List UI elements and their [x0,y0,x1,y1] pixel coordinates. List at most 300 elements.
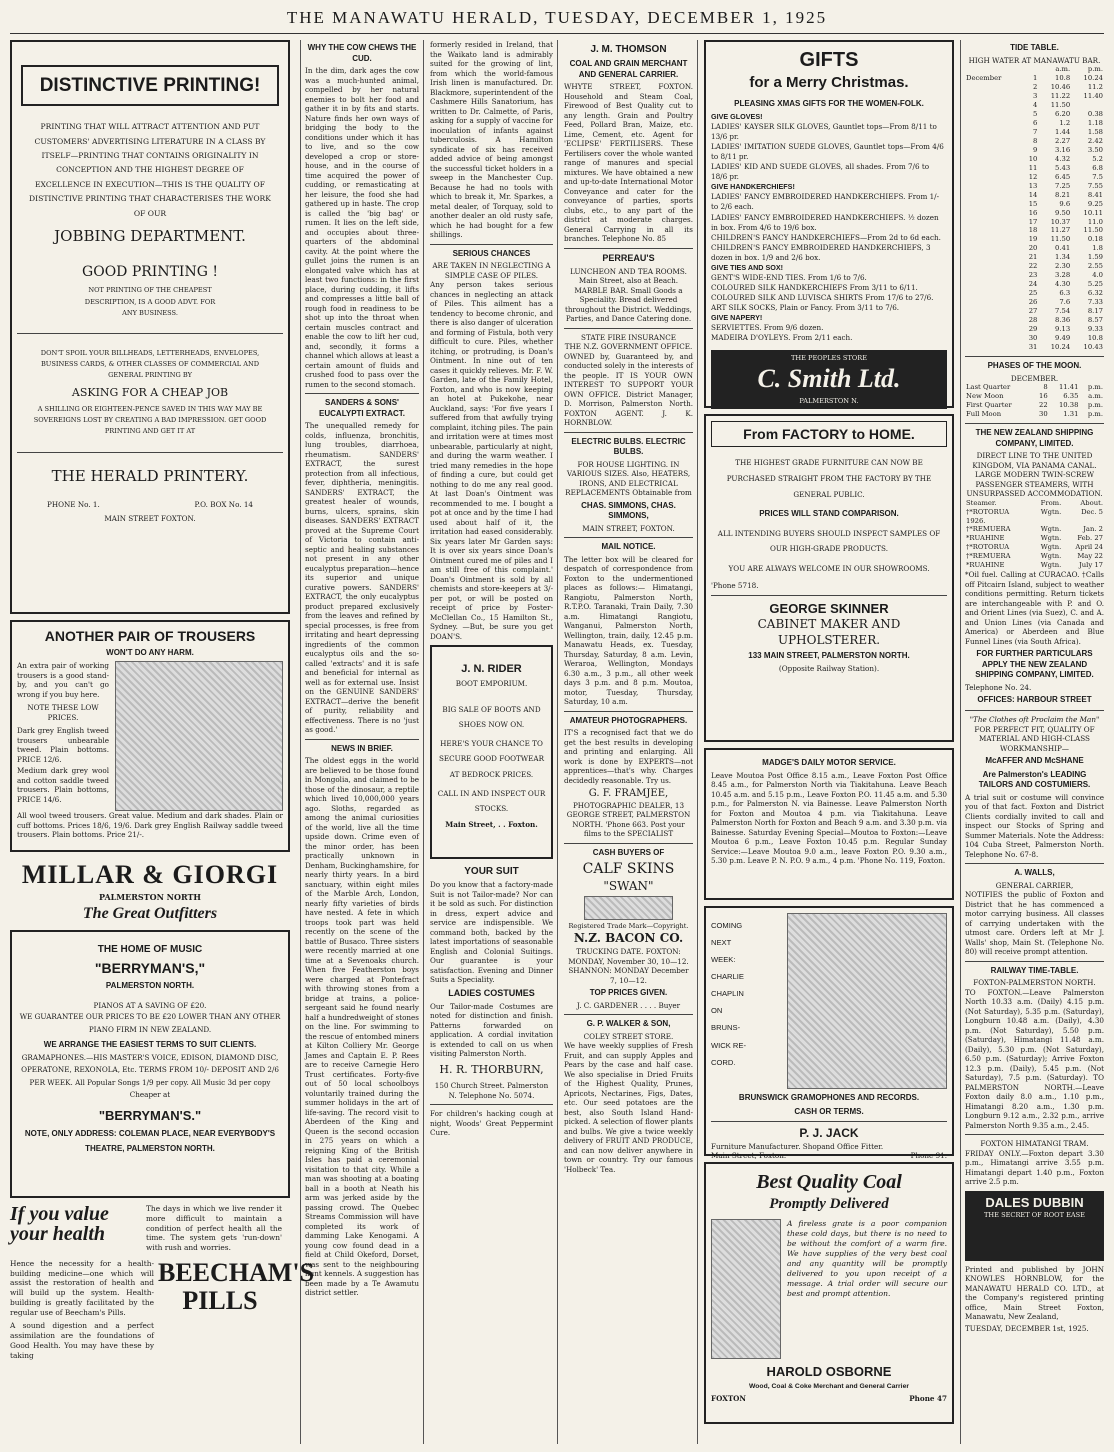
brunswick-terms: CASH OR TERMS. [794,1106,864,1116]
column-1 [10,40,315,1444]
tide-row [965,253,1104,262]
tide-am: 10.46 [1050,82,1071,91]
tide-day: 16 [1028,208,1038,217]
divider [965,423,1104,424]
moon-cell: New Moon [966,392,1004,401]
skinner-name: GEORGE SKINNER [769,600,889,616]
tide-day: 4 [1033,100,1038,109]
tide-row [965,110,1104,119]
tide-row [965,128,1104,137]
dales-tagline: THE SECRET OF ROOT EASE [984,1210,1085,1219]
tide-day: 12 [1028,172,1038,181]
calf-skins: CALF SKINS [582,861,675,878]
tide-pm: 7.5 [1092,172,1103,181]
printing-body: PRINTING THAT WILL ATTRACT ATTENTION AND PUT CUSTOMERS' ADVERTISING LITERATURE IN A CLASS BY ITSELF—PRINTING THAT CONTAINS ORIGINALITY IN CONCEPTION AND THE HIGHEST DEGREE OF EXCELLENCE IN EXECUTION—THIS IS THE QUALITY OF DISTINCTIVE PRINTING THAT CHARACTERISES THE WORK OF OUR [29,122,271,218]
calf-title: CASH BUYERS OF [592,847,665,857]
tide-pm: 2.42 [1087,136,1103,145]
ship-cell: 1926. [966,516,986,525]
ship-cell: Wgtn. [1040,561,1062,570]
tide-am: 6.20 [1055,109,1071,118]
tide-header [965,65,1022,74]
motor-service [704,748,954,900]
tide-row [965,307,1104,316]
tide-row [965,137,1104,146]
tide-day: 18 [1028,226,1038,235]
imprint-date: TUESDAY, DECEMBER 1st, 1925. [965,1323,1089,1333]
divider [965,356,1104,357]
imprint: Printed and published by JOHN KNOWLES HORNBLOW, for the MANAWATU HERALD CO. LTD., at the Company's registered printing office, Main Street Foxton, Manawatu, New Zealand, [965,1264,1104,1322]
tide-month [965,316,1022,325]
ship-row [965,561,1104,570]
divider [564,537,693,538]
moon-cell: p.m. [1087,383,1103,392]
tide-pm: 9.33 [1087,325,1103,334]
tide-pm: 11.2 [1087,82,1103,91]
tide-month: December [966,74,1002,83]
news-continued: formerly resided in Ireland, that the Waikato land is admirably suited for the growing of lint, from which the world-famous Irish linen is manufactured. Dr. Blackmore, superintendent of the Cashmere Hills Sanatorium, has written to Dr. Calmette, of Paris, asking for a supply of vaccine for inoculation of infants against tuberculosis. A Hamilton syndicate of six has received added advice of being amongst the successful ticket holders in a sweep in the Manchester Cup. Because he had no tools with which to break it, Mr. Sparkes, a metal dealer, of Torquay, sold to another dealer an old rusty safe, which he had bought for a few shillings. [430,40,553,239]
tram-body: FRIDAY ONLY.—Foxton depart 3.30 p.m., Himatangi arrive 3.55 p.m. Himatangi depart 1.40 p.m., Foxton arrive 2.5 p.m. [965,1148,1104,1187]
dales-ad [965,1191,1104,1261]
millar-tagline: The Great Outfitters [82,904,218,922]
tide-month [965,343,1022,352]
tide-am: 2.30 [1055,262,1071,271]
rail-subtitle: FOXTON-PALMERSTON NORTH. [973,978,1096,988]
tide-row [965,334,1104,343]
gift-line: GIVE NAPERY! [711,313,763,323]
gift-line: LADIES' FANCY EMBROIDERED HANDKERCHIEFS. ½ dozen in box. From 4/6 to 19/6 box. [711,212,939,232]
tide-pm: 1.18 [1087,118,1103,127]
ship-cell: Wgtn. [1040,534,1062,543]
moon-cell: 1.31 [1063,410,1079,418]
berrymans-ad [10,930,290,1198]
tide-day: 10 [1028,154,1038,163]
moon-cell: Last Quarter [966,383,1011,392]
gift-line: MADEIRA D'OYLEYS. From 2/11 each. [711,333,853,343]
ship-large: LARGE MODERN TWIN-SCREW PASSENGER STEAMERS, WITH UNSURPASSED ACCOMMODATION. [966,470,1103,499]
chances-body: Any person takes serious chances in neglecting an attack of Piles. This ailment has a tendency to become chronic, and there is also danger of ulceration and forming of Fistula, both very difficult to cure. Piles, whether itching, or protruding, is Doan's Ointment. In nine out of ten cases it quickly relieves. Mr. F. W. Garden, late of the Family Hotel, Foxton, and who is now keeping an hotel at Pukekohe, near Auckland, says: 'For five years I suffered from that awfully trying complaint, itching piles. The pain and irritation were at times most unbearable, particularly at night, and during the warm weather. I tried many remedies in the hope of finding a cure, but could get nothing to do me any real good. At last Doan's Ointment was recommended to me. I bought a pot at once and by the time I had used about half of it, the irritation had eased considerably. Six years later Mr Garden says: It is over six years since Doan's Ointment cured me of piles and I am still free of this complaint.' Doan's Ointment is sold by all chemists and store-keepers at 3/- per pot, or will be posted on receipt of price by Foster-McClellan Co., 15 Hamilton St., Sydney. —But, be sure you get DOAN'S. [430,280,553,641]
tide-month [965,83,1022,92]
divider [965,1134,1104,1135]
thomson-title: J. M. THOMSON [590,44,667,55]
tide-pm: 11.50 [1083,226,1103,235]
chaplin-line: WEEK: [711,955,736,965]
divider [305,393,419,394]
tide-row [965,316,1104,325]
dancing-couple-illustration [787,913,947,1089]
tide-day: 1 [1033,74,1038,83]
tide-month [965,289,1022,298]
jobbing-department: JOBBING DEPARTMENT. [54,227,246,246]
beecham-intro: The days in which we live render it more difficult to maintain a condition of perfect health all the time. The system gets 'run-down' with rush and worries. [146,1203,282,1253]
tide-am: 11.50 [1050,235,1071,244]
tide-month [965,128,1022,137]
ship-cell: Dec. 5 [1081,507,1103,516]
tide-pm: 11.0 [1087,217,1103,226]
mail-body: The letter box will be cleared for despatch of correspondence from Foxton to the undermentioned places as follows:— Himatangi, Rangiotu, Palmerston North, R.T.P.O. Taranaki, Train Daily, 7.30 a.m. Himatangi Rangiotu, Wanganui, Palmerston North, Wellington, train, daily, 12.45 p.m. Manawatu Heads, ex. Tuesday, Thursday, Saturday, 8 a.m. Levin, Weraroa, Wellington, Mondays 6.30 a.m., 3 p.m., all other week days 3 p.m. and 8 p.m. Moutoa, motor, Tuesday, Thursday, Saturday, 10 a.m. [564,554,693,707]
ship-row [965,508,1104,517]
tide-day: 14 [1028,190,1038,199]
moon-row [965,392,1104,401]
ship-row [965,525,1104,534]
divider [430,1104,553,1105]
bulbs-address: MAIN STREET, FOXTON. [582,523,675,533]
moon-month: DECEMBER. [1010,373,1059,383]
printery-contact [17,500,283,510]
clothes-trial: A trial suit or costume will convince you of that fact. Foxton and District Clients cordially invited to call and inspect our Stocks of Spring and Summer Materials. Note the Address: 104 Cuba Street, Palmerston North. Telephone No. 67-8. [965,792,1104,859]
tide-row [965,262,1104,271]
moon-cell: 11.41 [1058,383,1079,392]
tide-month [965,262,1022,271]
tide-month [965,110,1022,119]
tide-am: 9.6 [1059,199,1071,208]
tide-month [965,173,1022,182]
chaplin-line: CHAPLIN [711,989,744,999]
tide-row [965,173,1104,182]
amateur-title: AMATEUR PHOTOGRAPHERS. [569,715,688,725]
tide-pm: 11.40 [1083,91,1103,100]
tide-subtitle: HIGH WATER AT MANAWATU BAR. [968,55,1101,65]
tide-pm: 10.8 [1087,334,1103,343]
gift-line: GENT'S WIDE-END TIES. From 1/6 to 7/6. [711,272,867,282]
skinner-subtitle: CABINET MAKER AND UPHOLSTERER. [757,616,901,647]
sanders-body: The unequalled remedy for colds, influenza, bronchitis, lung troubles, diarrhoea, rheumatism. SANDERS' EXTRACT, the surest protection from all infectious, fever, diphtheria, meningitis. SANDERS' EXTRACT, the greatest healer of wounds, burns, ulcers, sprains, skin diseases. SANDERS' EXTRACT proved at the Supreme Court of Victoria to contain anti-septic and healing substances not present in any other eucalyptus preparation—hence its superior and unique curative powers. SANDERS' EXTRACT, the only eucalyptus product prepared exclusively from the leaves and refined by special processes, is free from irritating and heart depressing ingredients of the common eucalyptus oils and the so-called 'extracts' and it is safe and beneficial for internal as well as for external use. Insist on the GENUINE SANDERS' EXTRACT—derive the benefit of purity, reliability and effectiveness. There is no 'just as good.' [305,421,419,735]
tide-day: 7 [1033,127,1038,136]
bacon-body: TRUCKING DATE. FOXTON: MONDAY, November 30, 10—12. SHANNON: MONDAY December 7, 10—12. [568,947,689,985]
walls-subtitle: GENERAL CARRIER, [995,880,1074,890]
tide-row [965,119,1104,128]
tide-pm: 7.33 [1087,298,1103,307]
tide-day: 31 [1028,343,1038,352]
ship-header: About. [1080,498,1103,507]
tide-day: 22 [1028,262,1038,271]
tide-day: 17 [1028,217,1038,226]
tide-month [965,92,1022,101]
calf-swan: "SWAN" [603,878,654,893]
man-illustration [115,661,283,811]
tide-am: 10.37 [1050,217,1071,226]
ship-table [965,499,1104,571]
chances-title: SERIOUS CHANCES [452,248,531,258]
ship-header: Steamer. [966,498,997,507]
ship-row [965,543,1104,552]
printing-title: DISTINCTIVE PRINTING! [21,65,279,106]
tide-pm [1071,101,1104,110]
walker-body: We have weekly supplies of Fresh Fruit, and can supply Apples and Pears by the case and half case. We also specialise in Dried Fruits of the Highest Quality, Prunes, Apricots, Nectarines, Figs, Dates, etc. Our seed potatoes are the best, also South Island Hand-picked. A selection of flower plants and bulbs. We give a twice weekly delivery of FRUIT AND PRODUCE, and can now deliver anywhere in town or country. Try our famous 'Holbeck' Tea. [564,1041,693,1174]
clothes-headline: "The Clothes oft Proclaim the Man" [969,715,1100,724]
tide-day: 29 [1028,325,1038,334]
tide-am: 0.41 [1055,244,1071,253]
tide-row [965,164,1104,173]
divider [564,248,693,249]
walls-title: A. WALLS, [1014,868,1055,878]
music-town: PALMERSTON NORTH. [105,980,195,990]
tide-row [965,298,1104,307]
tide-am: 6.3 [1059,289,1071,298]
gift-line: LADIES' FANCY EMBROIDERED HANDKERCHIEFS. From 1/- to 2/6 each. [711,192,940,212]
beecham-foot: A sound digestion and a perfect assimilation are the foundations of Good Health. You may have these by taking [10,1321,154,1360]
tide-day: 6 [1033,118,1038,127]
tide-month [965,235,1022,244]
suit-title: YOUR SUIT [464,866,519,878]
chaplin-list [711,913,781,1089]
tide-header: p.m. [1087,65,1103,74]
gift-line: GIVE HANDKERCHIEFS! [711,182,795,192]
rail-body: TO FOXTON.—Leave Palmerston North 10.33 a.m. (Daily) 4.15 p.m. (Not Saturday), 5.35 p.m. (Saturday), Longburn 10.48 a.m. (Daily), 4.30 p.m. (Not Saturday), 5.50 p.m. (Saturday), Himatangi 11.48 a.m. (Daily), 5.30 p.m. (Not Saturday), 6.50 p.m. (Saturday); Arrive Foxton 12.3 p.m. (Daily), 5.45 p.m. (Not Saturday), 7.5 p.m. (Saturday). TO PALMERSTON NORTH.—Leave Foxton daily 8.0 a.m., 1.10 p.m., Himatangi 8.20 a.m., 1.30 p.m. Longburn 9.12 a.m., 2.32 p.m., arrive Palmerston North 9.35 a.m., 2.45. [965,987,1104,1130]
swan-logo [584,896,673,920]
bulbs-title: ELECTRIC BULBS. ELECTRIC BULBS. [571,436,686,457]
tide-pm: 10.24 [1083,74,1103,83]
tide-row [965,218,1104,227]
tide-day: 27 [1028,307,1038,316]
sanders-title: SANDERS & SONS' EUCALYPTI EXTRACT. [319,398,405,418]
millar-town: PALMERSTON NORTH [99,892,201,903]
tide-month [965,119,1022,128]
tide-title: TIDE TABLE. [1010,43,1059,52]
tide-pm: 5.2 [1092,154,1103,163]
moon-cell: 6.35 [1063,392,1079,401]
mail-title: MAIL NOTICE. [601,542,656,552]
brunswick-footer: BRUNSWICK GRAMOPHONES AND RECORDS. [738,1093,920,1102]
tide-pm: 8.57 [1087,316,1103,325]
chaplin-line: ON [711,1006,723,1016]
tide-day: 15 [1028,199,1038,208]
ship-cell: April 24 [1075,543,1103,552]
tide-pm: 6.32 [1087,289,1103,298]
tide-row [965,343,1104,352]
tide-day: 5 [1033,109,1038,118]
thomson-subtitle: COAL AND GRAIN MERCHANT AND GENERAL CARRIER. [569,59,688,79]
tide-row [965,101,1104,110]
tide-pm: 10.11 [1083,208,1103,217]
gift-line: GIVE GLOVES! [711,111,763,121]
rider-subtitle: BOOT EMPORIUM. [455,678,528,688]
fireplace-illustration [711,1219,781,1359]
column-3 [430,40,558,1444]
tide-day: 30 [1028,334,1038,343]
tide-pm: 0.38 [1087,109,1103,118]
ship-title: THE NEW ZEALAND SHIPPING COMPANY, LIMITED. [975,427,1094,448]
tide-pm: 1.8 [1092,244,1103,253]
skinner-opposite: (Opposite Railway Station). [778,663,880,673]
divider [564,1014,693,1015]
music-address: NOTE, ONLY ADDRESS: COLEMAN PLACE, NEAR EVERYBODY'S THEATRE, PALMERSTON NORTH. [24,1129,276,1153]
tide-month [965,101,1022,110]
smith-town: PALMERSTON N. [799,396,859,405]
trousers-intro: An extra pair of working trousers is a good stand-by, and you can't go wrong if you buy here. [17,661,109,699]
divider [17,452,283,453]
column-2 [300,40,424,1444]
moon-cell: 16 [1039,392,1048,401]
trousers-title: ANOTHER PAIR OF TROUSERS [44,628,256,644]
tide-pm: 10.43 [1083,343,1103,352]
tide-row [965,191,1104,200]
state-body: OWNED by, Guaranteed by, and conducted solely in the interests of the people. IT IS YOUR OWN INTEREST TO SUPPORT YOUR OWN OFFICE. District Manager, D. Morrison, Palmerston North. FOXTON AGENT. J. K. HORNBLOW. [564,351,693,428]
gifts-subtitle: for a Merry Christmas. [749,74,909,92]
tide-row [965,146,1104,155]
ship-cell [1062,517,1104,526]
gift-line: COLOURED SILK AND LUVISCA SHIRTS From 17/6 to 27/6. [711,293,934,303]
tide-am: 8.21 [1055,190,1071,199]
tide-day: 3 [1033,91,1038,100]
factory-line-3: ALL INTENDING BUYERS SHOULD INSPECT SAMPLES OF OUR HIGH-GRADE PRODUCTS. [717,528,941,554]
moon-table [965,383,1104,419]
tide-row [965,74,1104,83]
jack-address: Main Street, Foxton. [711,1151,787,1161]
moon-cell: 8 [1043,383,1048,392]
tide-row [965,83,1104,92]
suit-body: Do you know that a factory-made Suit is not Tailor-made? Nor can it be sold as such. For distinction in dress, expert advice and service are indispensible. We command both, backed by the latest importations of seasonable English and Colonial Suitings. Our guarantee is your satisfaction. Evening and Dinner Suits a Speciality. [430,880,553,985]
tide-day: 20 [1028,244,1038,253]
rider-title: J. N. RIDER [461,663,522,676]
tide-am: 9.49 [1055,334,1071,343]
tide-row [965,92,1104,101]
osborne-town: FOXTON [711,1394,746,1404]
amateur-body: IT'S a recognised fact that we do get the best results in developing and printing and enlarging. All work is done by EXPERTS—not apprentices—that's why. Charges decidedly reasonable. Try us. [564,728,693,785]
state-subtitle: THE N.Z. GOVERNMENT OFFICE. [564,342,693,352]
tide-row [965,155,1104,164]
tide-month [965,334,1022,343]
perreau-body: LUNCHEON AND TEA ROOMS. Main Street, also at Beach. MARBLE BAR. Small Goods a Speciality. Bread delivered throughout the District. Weddings, Parties, and Dance Catering done. [565,266,692,324]
factory-line-1: THE HIGHEST GRADE FURNITURE CAN NOW BE PURCHASED STRAIGHT FROM THE FACTORY BY THE GENERAL PUBLIC. [726,458,932,500]
tide-row [965,209,1104,218]
walker-subtitle: COLEY STREET STORE. [583,1031,674,1041]
clothes-body: FOR PERFECT FIT, QUALITY OF MATERIAL AND HIGH-CLASS WORKMANSHIP— [974,724,1095,753]
column-5 [704,40,954,1444]
music-pianos: PIANOS AT A SAVING OF £20. [93,1001,207,1011]
gifts-pleasing: PLEASING XMAS GIFTS FOR THE WOMEN-FOLK. [734,99,924,109]
walker-title: G. P. WALKER & SON, [586,1019,671,1029]
ship-cell: *RUAHINE [966,534,1005,543]
tide-am: 7.25 [1055,181,1071,190]
tide-am: 3.28 [1055,271,1071,280]
ship-cell: *RUAHINE [966,561,1005,570]
ship-cell: May 22 [1077,552,1103,561]
moon-cell: Full Moon [966,410,1002,418]
herald-printery: THE HERALD PRINTERY. [51,466,249,485]
clothes-name: McAFFER AND McSHANE [985,756,1084,765]
ship-cell: †*REMUERA [966,552,1011,561]
tide-row [965,200,1104,209]
gift-line: LADIES' IMITATION SUEDE GLOVES, Gauntlet tops—From 4/6 to 8/11 pr. [711,141,944,162]
news-title: NEWS IN BRIEF. [331,743,393,753]
ship-cell: †*ROTORUA [966,543,1010,552]
trousers-item-3: All wool tweed trousers. Great value. Medium and dark shades. Plain or cuff bottoms. Prices 18/6, 19/6. Dark grey English Railway saddle tweed trousers. Plain bottoms. Price 21/-. [17,811,283,840]
tide-row [965,280,1104,289]
chaplin-line: CHARLIE [711,972,744,982]
tide-header: a.m. [1055,65,1071,74]
ship-notes: *Oil fuel. Calling at CURACAO. †Calls off Pitcairn Island, subject to weather conditions permitting. Return tickets are interchangeable with P. and O. and Orient Lines (via Suez), C. and A. and Union Lines (via Canada and America) or Aberdeen and Blue Funnel Lines (via South Africa). [965,570,1104,646]
tide-row [965,235,1104,244]
music-title: THE HOME OF MUSIC [97,943,203,955]
tide-row [965,244,1104,253]
trousers-item-1: Dark grey English tweed trousers unbearable tweed. Plain bottoms. PRICE 12/6. [17,726,109,764]
tide-pm: 6.8 [1092,163,1103,172]
dales-name: DALES DUBBIN [985,1194,1084,1210]
tide-day: 8 [1033,136,1038,145]
music-name-2: "BERRYMAN'S." [98,1108,202,1124]
tide-am: 10.24 [1050,343,1071,352]
ship-cell: Wgtn. [1040,525,1062,534]
motor-body: Leave Moutoa Post Office 8.15 a.m., Leave Foxton Post Office 8.45 a.m., for Palmerston North via Tiakitahuna. Leave Beach 10.45 a.m. and 5.15 p.m., Leave Foxton P.O. 11.45 a.m. and 5.30 p.m., for Palmerston N. via Bainesse. Leave Palmerston North for Foxton and Moutoa 4 p.m. via Tiakitahuna. Leave Palmerston North for Foxton and Beach 9 a.m. and 3.30 p.m. via Bainesse. Saturday Evening Special—Moutoa to Foxton:—Leave Moutoa 6 p.m., Leave Foxton 10.45 p.m. Regular Sunday Service:—Leave Moutoa 9.0 a.m., leave Foxton P.O. 9.30 a.m., 5.30 p.m. Leave P. N. P.O. 9 a.m., 4 p.m. 'Phone No. 119, Foxton. [711,770,947,866]
ship-cell: Wgtn. [1040,552,1062,561]
divider [965,863,1104,864]
tide-month [965,146,1022,155]
chances-subtitle: ARE TAKEN IN NEGLECTING A SIMPLE CASE OF PILES. [432,261,551,280]
ship-cell: Wgtn. [1040,543,1062,552]
factory-line-4: YOU ARE ALWAYS WELCOME IN OUR SHOWROOMS. [728,564,930,574]
tide-pm: 8.17 [1087,307,1103,316]
framjee-body: PHOTOGRAPHIC DEALER, 13 GEORGE STREET, PALMERSTON NORTH. 'Phone 663. Post your films to the SPECIALIST [566,800,691,839]
tide-row [965,325,1104,334]
tide-day: 13 [1028,181,1038,190]
divider [564,843,693,844]
tide-row [965,289,1104,298]
divider [17,333,283,334]
tide-day: 25 [1028,289,1038,298]
coal-body: A fireless grate is a poor companion these cold days, but there is no need to be without the comfort of a warm fire. We have supplies of the very best coal and any quantity will be promptly delivered to you upon receipt of a message. A trial order will secure our best and prompt attention. [787,1219,947,1299]
tide-am: 3.16 [1055,145,1071,154]
gifts-list [711,112,947,344]
divider [430,244,553,245]
shilling-text: A SHILLING OR EIGHTEEN-PENCE SAVED IN THIS WAY MAY BE SOVEREIGNS LOST BY CREATING A BAD IMPRESSION. GET GOOD PRINTING AND GET IT AT [33,405,267,436]
coal-title: Best Quality Coal [756,1171,902,1193]
ship-further: FOR FURTHER PARTICULARS APPLY THE NEW ZEALAND SHIPPING COMPANY, LIMITED. [975,649,1094,680]
good-printing-body: NOT PRINTING OF THE CHEAPEST DESCRIPTION, IS A GOOD ADVT. FOR ANY BUSINESS. [84,286,216,317]
tide-am: 10.8 [1055,74,1071,83]
tide-am: 5.43 [1055,163,1071,172]
gift-line: COLOURED SILK HANDKERCHIEFS From 3/11 to 6/11. [711,283,918,293]
tide-am: 11.50 [1050,100,1071,109]
tide-day: 19 [1028,235,1038,244]
smith-name: C. Smith Ltd. [757,364,901,394]
tide-pm: 8.41 [1087,190,1103,199]
printery-street: MAIN STREET FOXTON. [104,513,196,523]
tide-row [965,182,1104,191]
trousers-prices-note: NOTE THESE LOW PRICES. [27,703,99,722]
ship-cell: Jan. 2 [1083,525,1103,534]
printing-ad [10,40,290,614]
tide-am: 8.36 [1055,316,1071,325]
millar-giorgi-ad [10,858,290,924]
tide-table [965,65,1104,352]
gift-line: GIVE TIES AND SOX! [711,262,784,272]
tide-month [965,253,1022,262]
chaplin-line: CORD. [711,1057,736,1067]
tide-pm: 1.58 [1087,127,1103,136]
ship-row [965,517,1104,526]
walls-body: NOTIFIES the public of Foxton and District that he has commenced a motor carrying business. All classes of carrying undertaken with the utmost care. Orders left at Mr J. Walls' shop, Main St. (Telephone No. 80) will receive prompt attention. [965,890,1104,957]
tide-header [1022,65,1038,74]
tide-month [965,244,1022,253]
divider [965,961,1104,962]
good-printing: GOOD PRINTING ! [82,263,218,280]
tide-month [965,271,1022,280]
tide-am: 2.27 [1055,136,1071,145]
perreau-title: PERREAU'S [602,252,655,263]
moon-cell: a.m. [1088,392,1103,401]
tide-day: 28 [1028,316,1038,325]
moon-row [965,383,1104,392]
buyer-line: J. C. GARDENER . . . . Buyer [576,1000,681,1010]
tide-am: 11.27 [1050,226,1071,235]
trousers-subtitle: WON'T DO ANY HARM. [106,648,194,658]
tide-day: 26 [1028,298,1038,307]
gift-line: LADIES' KAYSER SILK GLOVES, Gauntlet tops—From 8/11 to 13/6 pr. [711,121,937,141]
tide-pm: 2.55 [1087,262,1103,271]
ship-cell: †*REMUERA [966,525,1011,534]
rider-sale: BIG SALE OF BOOTS AND SHOES NOW ON. [442,705,541,730]
divider [564,328,693,329]
